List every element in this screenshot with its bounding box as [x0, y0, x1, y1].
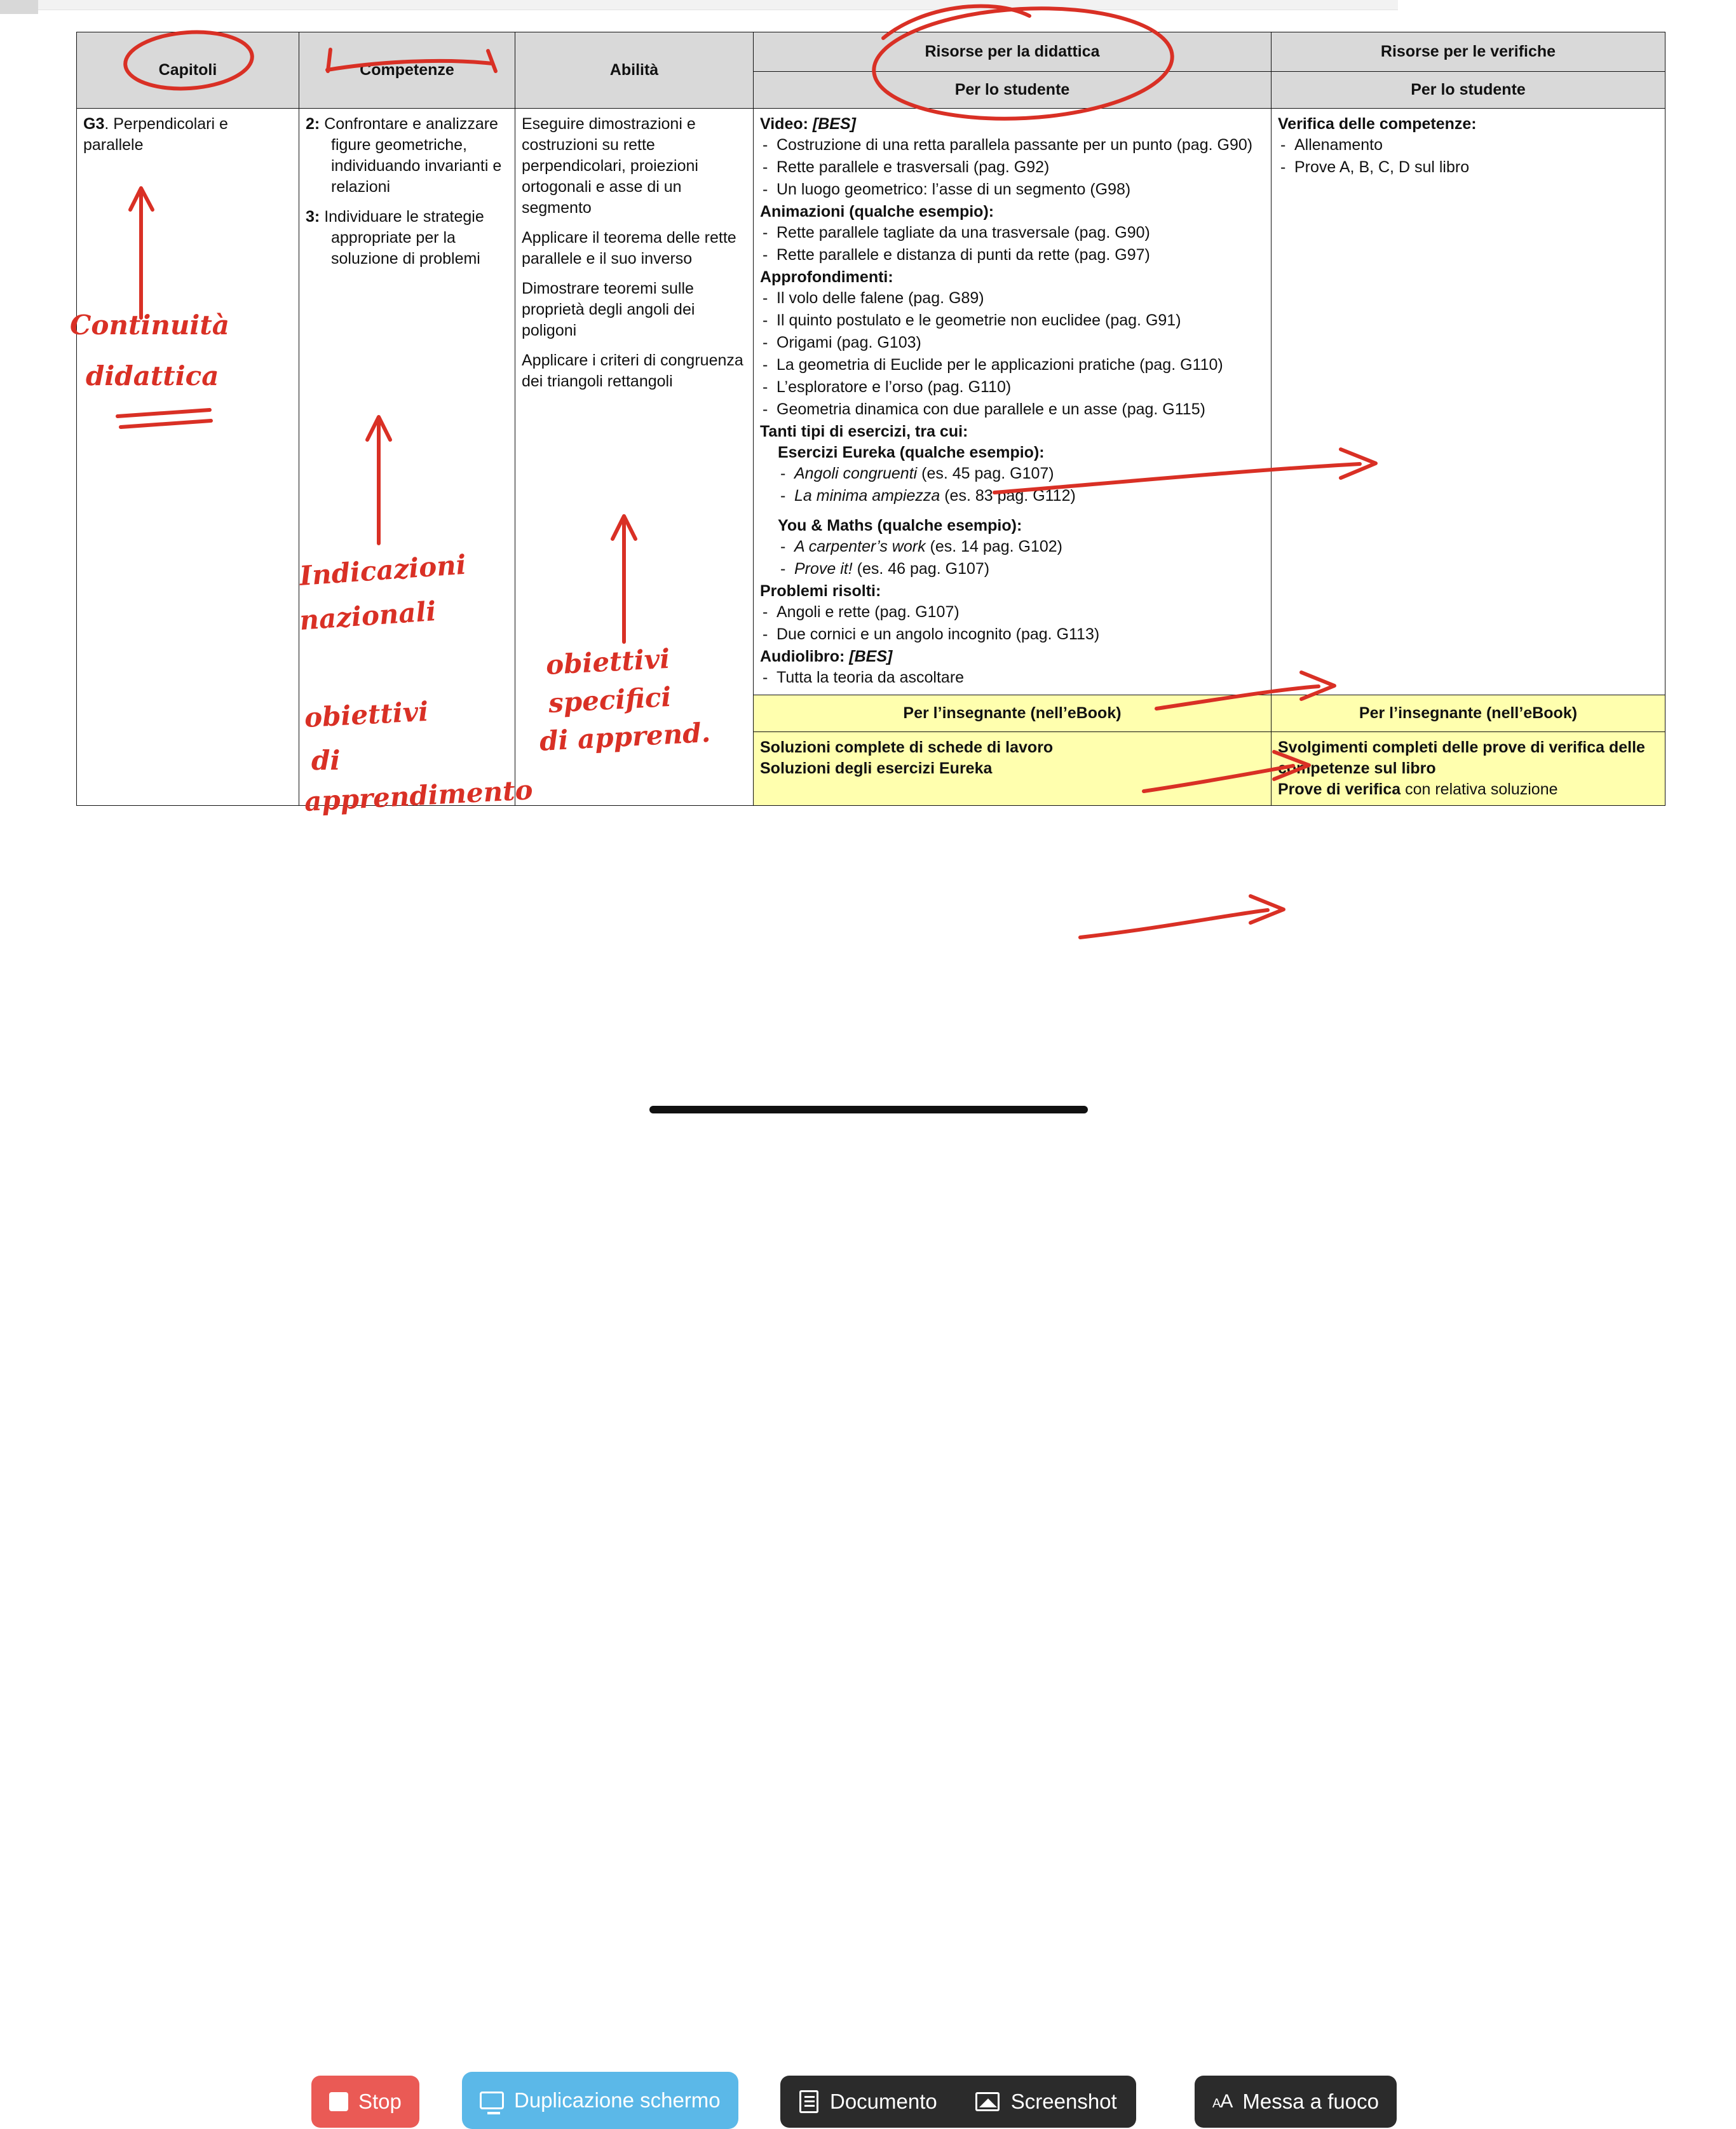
- annotation-specifici: specifici: [547, 681, 672, 719]
- group-items: [760, 222, 1265, 266]
- list-item: [778, 559, 1265, 580]
- group-title: Animazioni (qualche esempio):: [760, 203, 994, 221]
- list-item: - Allenamento: [1278, 135, 1658, 156]
- screenshot-label: Screenshot: [1010, 2090, 1117, 2113]
- group-title: Verifica delle competenze:: [1278, 115, 1477, 133]
- list-item: - Tutta la teoria da ascoltare: [760, 667, 1265, 688]
- stop-square-icon: [329, 2092, 348, 2111]
- cell-capitoli: [77, 109, 299, 806]
- list-item: - Rette parallele tagliate da una trasversale (pag. G90): [760, 222, 1265, 243]
- teacher-item: Svolgimenti completi delle prove di verifica delle competenze sul libro: [1278, 738, 1645, 777]
- list-item: - Due cornici e un angolo incognito (pag. G113): [760, 624, 1265, 645]
- list-item-title: Prove it!: [794, 560, 853, 578]
- header-risorse-verifiche: Risorse per le verifiche: [1271, 32, 1665, 72]
- annotation-di: di: [311, 745, 341, 776]
- focus-button[interactable]: [1195, 2076, 1397, 2128]
- list-item-title: La minima ampiezza: [794, 487, 940, 505]
- group-items: [760, 667, 1265, 688]
- chapter-title: . Perpendicolari e parallele: [83, 115, 228, 154]
- document-label: Documento: [830, 2090, 937, 2113]
- stop-label: Stop: [358, 2090, 402, 2113]
- abilita-item: Eseguire dimostrazioni e costruzioni su rette perpendicolari, proiezioni ortogonali e asse di un segmento: [522, 115, 698, 217]
- group-items: [760, 135, 1265, 200]
- list-item-ref: (es. 46 pag. G107): [852, 560, 990, 578]
- annotation-apprendimento: apprendimento: [303, 774, 534, 817]
- mirror-label: Duplicazione schermo: [514, 2088, 721, 2112]
- teacher-item: Soluzioni complete di schede di lavoro: [760, 738, 1054, 756]
- list-item-title: A carpenter’s work: [794, 538, 926, 555]
- list-item: - Rette parallele e trasversali (pag. G92): [760, 157, 1265, 178]
- cell-verifiche-studente: [1271, 109, 1665, 695]
- resource-group-problemi: [760, 581, 1265, 645]
- list-item: - La geometria di Euclide per le applicazioni pratiche (pag. G110): [760, 355, 1265, 376]
- document-button[interactable]: [780, 2076, 956, 2128]
- status-strip-left: [0, 0, 38, 14]
- header-risorse-didattica: Risorse per la didattica: [754, 32, 1271, 72]
- screen-mirroring-button[interactable]: [462, 2072, 738, 2129]
- subgroup-items-eureka: [778, 463, 1265, 507]
- list-item: - Prove A, B, C, D sul libro: [1278, 157, 1658, 178]
- abilita-item: Applicare il teorema delle rette parallele e il suo inverso: [522, 229, 736, 268]
- document-icon: [799, 2090, 818, 2113]
- resource-group-video: [760, 114, 1265, 200]
- group-items: [760, 288, 1265, 420]
- abilita-item: Dimostrare teoremi sulle proprietà degli angoli dei poligoni: [522, 280, 695, 339]
- list-item: - Un luogo geometrico: l’asse di un segmento (G98): [760, 179, 1265, 200]
- text-size-small-a: A: [1212, 2097, 1221, 2111]
- subheader-student-verifiche: Per lo studente: [1271, 72, 1665, 109]
- annotation-indicazioni: Indicazioni: [298, 548, 468, 592]
- header-capitoli: Capitoli: [77, 32, 299, 109]
- list-item: - Origami (pag. G103): [760, 332, 1265, 353]
- list-item: - Il volo delle falene (pag. G89): [760, 288, 1265, 309]
- resource-group-approfondimenti: [760, 267, 1265, 420]
- cell-abilita: [515, 109, 754, 806]
- competenza-number: 2:: [306, 115, 320, 133]
- table-row: [77, 109, 1665, 695]
- annotation-nazionali: nazionali: [298, 595, 437, 636]
- list-item: - Rette parallele e distanza di punti da rette (pag. G97): [760, 245, 1265, 266]
- list-item-ref: (es. 14 pag. G102): [925, 538, 1062, 555]
- cell-didattica-insegnante: [754, 732, 1271, 806]
- subheader-student-didattica: Per lo studente: [754, 72, 1271, 109]
- status-strip: [0, 0, 1736, 14]
- teacher-item-bold: Prove di verifica: [1278, 780, 1401, 798]
- capture-options-group: [780, 2076, 1136, 2128]
- subgroup-title-eureka: Esercizi Eureka (qualche esempio):: [778, 444, 1045, 461]
- teacher-item-light: con relativa soluzione: [1400, 780, 1558, 798]
- subgroup-items-youmaths: [778, 536, 1265, 580]
- screenshot-button[interactable]: [956, 2076, 1136, 2128]
- ink-arrow-audiolibro: [1080, 910, 1268, 937]
- curriculum-table: [76, 32, 1665, 806]
- list-item: - Angoli e rette (pag. G107): [760, 602, 1265, 623]
- list-item-ref: (es. 45 pag. G107): [917, 465, 1054, 482]
- status-strip-right: [1398, 0, 1736, 14]
- group-title-tag: [BES]: [849, 648, 893, 665]
- subgroup-title-youmaths: You & Maths (qualche esempio):: [778, 517, 1022, 534]
- list-item: [778, 463, 1265, 484]
- focus-label: Messa a fuoco: [1242, 2090, 1379, 2113]
- competenza-item: [306, 114, 508, 198]
- list-item-title: Angoli congruenti: [794, 465, 918, 482]
- group-items: [760, 602, 1265, 645]
- list-item: [778, 486, 1265, 507]
- home-indicator[interactable]: [649, 1106, 1088, 1113]
- subheader-teacher-didattica: Per l’insegnante (nell’eBook): [754, 695, 1271, 732]
- subheader-teacher-verifiche: Per l’insegnante (nell’eBook): [1271, 695, 1665, 732]
- group-title: [760, 646, 1265, 667]
- abilita-item: Applicare i criteri di congruenza dei triangoli rettangoli: [522, 351, 743, 390]
- screenshot-icon: [975, 2092, 1000, 2111]
- group-title-text: Audiolibro:: [760, 648, 845, 665]
- stop-button[interactable]: [311, 2076, 419, 2128]
- cell-competenze: [299, 109, 515, 806]
- annotation-obiettivi-specifici: obiettivi: [545, 643, 671, 681]
- list-item: - L’esploratore e l’orso (pag. G110): [760, 377, 1265, 398]
- annotation-di-apprendimento: di apprend.: [538, 716, 712, 757]
- annotation-obiettivi: obiettivi: [303, 695, 430, 733]
- list-item: [778, 536, 1265, 557]
- annotation-didattica: didattica: [86, 360, 219, 391]
- group-title: Approfondimenti:: [760, 268, 893, 286]
- resource-group-esercizi: [760, 421, 1265, 580]
- cell-didattica-studente: [754, 109, 1271, 695]
- text-size-icon: [1212, 2091, 1232, 2112]
- competenza-text: Individuare le strategie appropriate per la soluzione di problemi: [324, 208, 484, 268]
- header-competenze: Competenze: [299, 32, 515, 109]
- group-title-text: Video:: [760, 115, 808, 133]
- resource-group-animazioni: [760, 201, 1265, 266]
- teacher-item-mixed: [1278, 779, 1658, 800]
- header-abilita: Abilità: [515, 32, 754, 109]
- chapter-code: G3: [83, 115, 105, 133]
- list-item: - Costruzione di una retta parallela passante per un punto (pag. G90): [760, 135, 1265, 156]
- annotation-continuita: Continuità: [70, 309, 229, 341]
- list-item: - Geometria dinamica con due parallele e un asse (pag. G115): [760, 399, 1265, 420]
- competenza-item: [306, 207, 508, 269]
- cell-verifiche-insegnante: [1271, 732, 1665, 806]
- ink-arrowhead-audiolibro: [1251, 896, 1284, 923]
- group-title-tag: [BES]: [812, 115, 856, 133]
- screen-mirror-icon: [480, 2092, 504, 2109]
- list-item: - Il quinto postulato e le geometrie non euclidee (pag. G91): [760, 310, 1265, 331]
- competenza-text: Confrontare e analizzare figure geometriche, individuando invarianti e relazioni: [324, 115, 502, 196]
- group-items: [1278, 135, 1658, 178]
- list-item-ref: (es. 83 pag. G112): [940, 487, 1076, 505]
- text-size-large-a: A: [1220, 2091, 1233, 2112]
- status-strip-middle: [38, 0, 1398, 10]
- teacher-item: Soluzioni degli esercizi Eureka: [760, 759, 993, 777]
- group-title: Tanti tipi di esercizi, tra cui:: [760, 423, 968, 440]
- resource-group-audiolibro: [760, 646, 1265, 688]
- competenza-number: 3:: [306, 208, 320, 226]
- group-title: Problemi risolti:: [760, 582, 881, 600]
- group-title: [760, 114, 1265, 135]
- table-header-row: [77, 32, 1665, 72]
